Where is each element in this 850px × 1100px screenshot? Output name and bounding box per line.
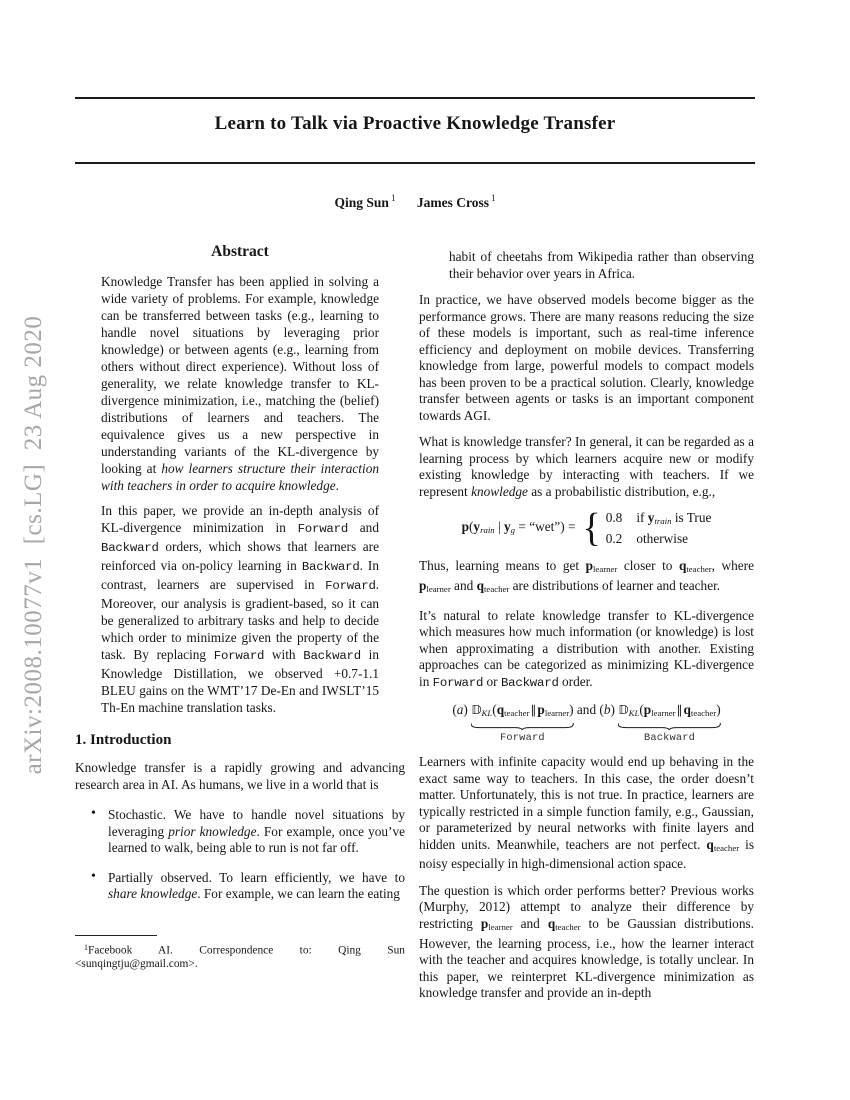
paragraph-thus-learning: Thus, learning means to get plearner closer to qteacher, where plearner and qteacher are distributions of learner and teacher. xyxy=(419,558,754,595)
intro-paragraph: Knowledge transfer is a rapidly growing and advancing research area in AI. As humans, we live in a world that is xyxy=(75,760,405,792)
kl-backward-group xyxy=(618,701,720,744)
paragraph-models-bigger: In practice, we have observed models become bigger as the performance grows. There are many reasons reducing the size of these models is important, such as real-time inference efficiency and deployment on mobile devices. Transferring knowledge from large, powerful models to compact models has been proven to be a practical solution. Clearly, knowledge transfer between agents or tasks is an important component towards AGI. xyxy=(419,292,754,423)
paper-title: Learn to Talk via Proactive Knowledge Transfer xyxy=(214,113,616,134)
abstract-paragraph-2: In this paper, we provide an in-depth analysis of KL-divergence minimization in Forward and Backward orders, which shows that learners are reinforced via on-policy learning in Backward. In contrast, learners are supervised in Forward. Moreover, our analysis is gradient-based, so it can be generalized to arbitrary tasks and help to decide which order to minimize given the property of the task. By replacing Forward with Backward in Knowledge Distillation, we observed +0.7-1.1 BLEU gains on the WMT’17 De-En and IWSLT’15 Th-En machine translation tasks. xyxy=(101,503,380,715)
footnote xyxy=(75,935,405,972)
underbrace-backward xyxy=(618,723,720,730)
case-condition-1: if ytrain is True xyxy=(636,510,712,527)
author-qing-sun xyxy=(335,195,396,210)
equation-lhs: p(yrain | yg = “wet”) = xyxy=(461,519,576,536)
case-value-2: 0.2 xyxy=(605,530,623,546)
paragraph-kl-divergence-natural: It’s natural to relate knowledge transfer to KL-divergence which measures how much information (or knowledge) is lost when approximating a distribution with another. Existing approaches can be categorized as minimizing KL-divergence in Forward or Backward order. xyxy=(419,607,754,690)
kl-backward-label: Backward xyxy=(643,732,695,745)
underbrace-forward-path xyxy=(471,723,573,730)
equation-kl-connector: and (b) xyxy=(573,702,619,718)
bullet-continuation-paragraph: habit of cheetahs from Wikipedia rather than observing their behavior over years in Africa. xyxy=(449,249,754,281)
footnote-rule xyxy=(75,935,157,936)
title-rule-bottom xyxy=(75,162,755,164)
equation-kl-orders xyxy=(419,701,754,744)
abstract-body xyxy=(101,273,379,716)
equation-kl-prefix-a: (a) xyxy=(452,702,472,718)
paragraph-what-is-knowledge-transfer: What is knowledge transfer? In general, it can be regarded as a learning process by which learners acquire new or modify existing knowledge by interacting with teachers. If we represent knowledge as a probabilistic distribution, e.g., xyxy=(419,434,754,499)
section-heading-introduction: 1. Introduction xyxy=(75,732,172,748)
author-james-cross-name: James Cross xyxy=(416,194,489,210)
author-james-cross xyxy=(417,195,496,210)
cases-brace: { xyxy=(582,505,601,550)
authors-line xyxy=(75,193,755,211)
case-condition-2: otherwise xyxy=(636,530,689,546)
case-value-1: 0.8 xyxy=(605,510,623,525)
bullet-item-partially-observed xyxy=(75,870,405,903)
bullet-list xyxy=(75,807,405,903)
abstract-paragraph-1: Knowledge Transfer has been applied in solving a wide variety of problems. For example, knowledge can be transferred between tasks (e.g., learning to handle novel situations by leveraging prior knowledge) or between agents (e.g., learning from others without direct experience). Without loss of generality, we relate knowledge transfer to KL-divergence minimization, i.e., matching the (belief) distributions of learners and teachers. The equivalence gives us a new perspective in understanding variants of the KL-divergence by looking at how learners structure their interaction with teachers in order to acquire knowledge. xyxy=(101,274,379,493)
left-column xyxy=(75,243,405,1063)
bullet-item-partially-observed-text: Partially observed. To learn efficiently, we have to share knowledge. For example, we can learn the eating xyxy=(108,869,405,901)
paragraph-which-order-better: The question is which order performs better? Previous works (Murphy, 2012) attempt to analyze their difference by restricting plearner and qteacher to be Gaussian distributions. However, the learning process, i.e., how the learner interact with the teacher and acquires knowledge, is totally unclear. In this paper, we reinterpret KL-divergence minimization as knowledge transfer and provide an in-depth xyxy=(419,882,754,1001)
title-rule-top xyxy=(75,97,755,99)
abstract-heading: Abstract xyxy=(211,243,269,260)
bullet-item-stochastic-text: Stochastic. We have to handle novel situations by leveraging prior knowledge. For example, once you’ve learned to walk, being able to run is not far off. xyxy=(108,807,406,855)
equation-conditional-probability xyxy=(419,505,754,550)
paragraph-infinite-capacity: Learners with infinite capacity would end up behaving in the exact same way to teachers. In this case, the order doesn’t matter. Unfortunately, this is not true. In practice, learners are typically restricted in a simple function family, e.g., Gaussian, or parameterized by neural networks with finite layers and hidden units. Meanwhile, teachers are not perfect. qteacher is noisy especially in high-dimensional action space. xyxy=(419,754,754,872)
footnote-text: $^1$Facebook AI. Correspondence to: Qing Sun <sunqingtju@gmail.com>. xyxy=(75,943,405,971)
right-column xyxy=(419,243,754,1012)
bullet-item-stochastic xyxy=(75,807,405,857)
underbrace-forward xyxy=(471,723,573,730)
kl-forward-group xyxy=(471,701,573,744)
kl-forward-label: Forward xyxy=(500,732,545,745)
author-james-cross-affiliation-mark: 1 xyxy=(490,193,496,203)
bullet-marker: • xyxy=(91,868,96,884)
kl-forward-term: 𝔻KL(qteacher∥plearner) xyxy=(471,702,574,719)
underbrace-backward-path xyxy=(618,723,720,730)
kl-backward-term: 𝔻KL(plearner∥qteacher) xyxy=(618,702,721,719)
author-qing-sun-affiliation-mark: 1 xyxy=(390,193,396,203)
cases-grid xyxy=(606,510,712,547)
bullet-marker: • xyxy=(91,806,96,821)
arxiv-watermark-text: arXiv:2008.10077v1 [cs.LG] 23 Aug 2020 xyxy=(20,315,47,775)
author-qing-sun-name: Qing Sun xyxy=(334,194,389,210)
